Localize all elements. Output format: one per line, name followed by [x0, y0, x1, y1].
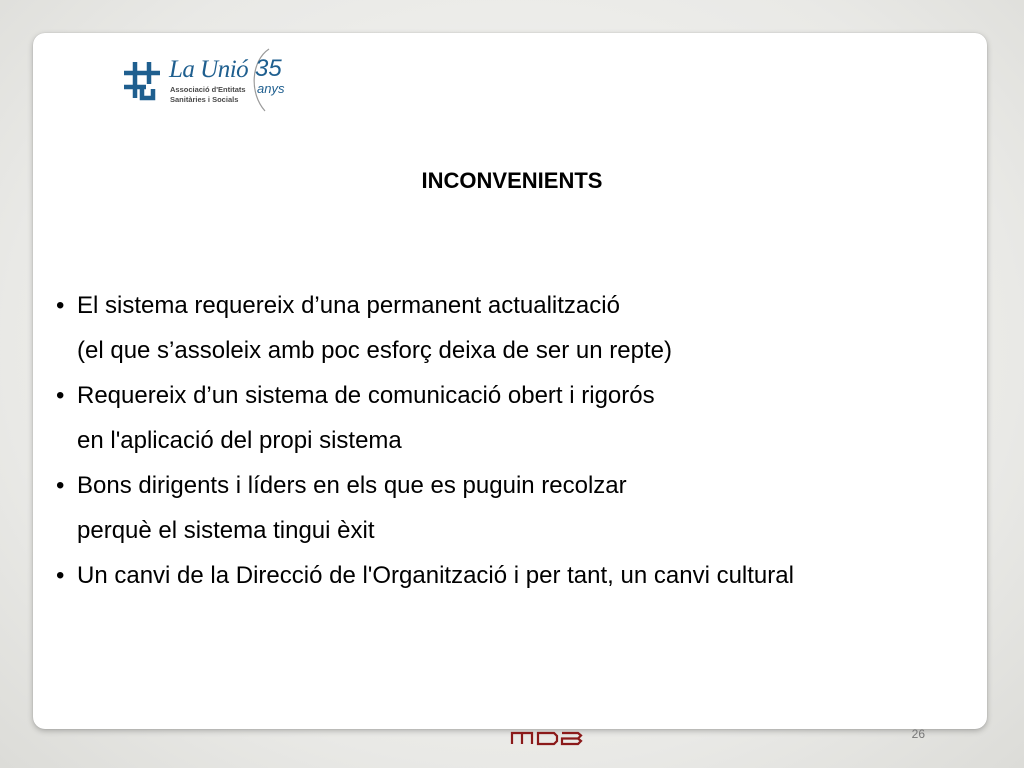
anniversary-badge — [247, 47, 293, 113]
slide-heading: INCONVENIENTS — [421, 168, 603, 193]
bullet-line — [56, 463, 936, 508]
bullet-line — [56, 283, 936, 328]
bullet-text: El sistema requereix d’una permanent actualització — [77, 292, 620, 319]
anniversary-word: anys — [257, 81, 285, 96]
bullet-icon: • — [56, 292, 65, 319]
continuation-text: (el que s’assoleix amb poc esforç deixa de ser un repte) — [77, 337, 672, 364]
mdb-footer-logo — [510, 730, 584, 746]
bullet-icon: • — [56, 472, 65, 499]
mdb-logo-icon — [510, 730, 584, 746]
bullet-line — [56, 373, 936, 418]
anniversary-number: 35 — [255, 55, 282, 82]
slide-body — [56, 283, 936, 598]
logo-name: La Unió — [169, 56, 249, 83]
continuation-text: perquè el sistema tingui èxit — [77, 517, 375, 544]
logo-subtitle-line1: Associació d'Entitats — [170, 85, 246, 94]
continuation-line — [56, 508, 936, 553]
bullet-icon: • — [56, 382, 65, 409]
bullet-icon: • — [56, 562, 65, 589]
bullet-text: Un canvi de la Direcció de l'Organització i per tant, un canvi cultural — [77, 562, 794, 589]
bullet-text: Requereix d’un sistema de comunicació obert i rigorós — [77, 382, 655, 409]
continuation-text: en l'aplicació del propi sistema — [77, 427, 402, 454]
bullet-line — [56, 553, 936, 598]
page-number: 26 — [911, 727, 925, 741]
continuation-line — [56, 328, 936, 373]
continuation-line — [56, 418, 936, 463]
la-unio-logo — [121, 47, 291, 113]
cross-logo-icon — [121, 59, 163, 101]
bullet-text: Bons dirigents i líders en els que es puguin recolzar — [77, 472, 627, 499]
logo-subtitle-line2: Sanitàries i Socials — [170, 95, 239, 104]
